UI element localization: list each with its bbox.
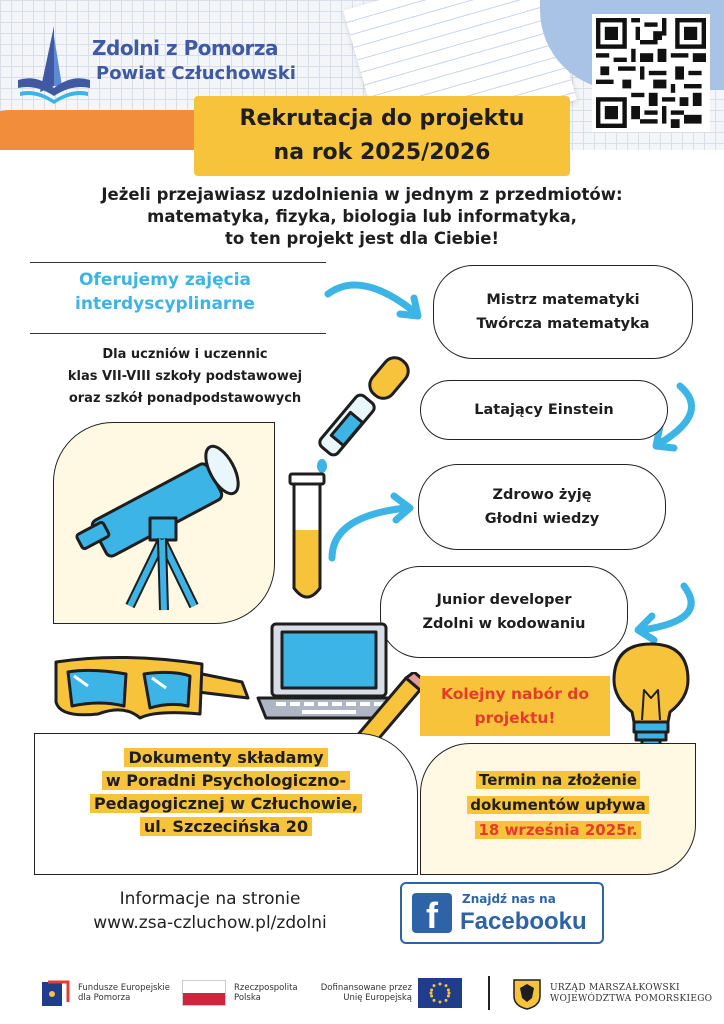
course-name: Latający Einstein <box>474 402 614 418</box>
fundusze-europejskie-icon <box>40 980 74 1008</box>
deadline-date: 18 września 2025r. <box>475 821 640 839</box>
course-name: Mistrz matematyki <box>486 292 640 308</box>
safety-goggles-icon <box>52 652 252 726</box>
intro-text <box>40 184 684 250</box>
divider <box>30 262 326 263</box>
audience-line-2: klas VII-VIII szkoły podstawowej <box>67 369 303 384</box>
documents-line-3: Pedagogicznej w Człuchowie, <box>90 794 362 813</box>
logo-subtitle: Powiat Człuchowski <box>96 63 296 84</box>
facebook-button[interactable] <box>400 882 604 944</box>
offer-line-1: Oferujemy zajęcia <box>78 270 252 290</box>
course-pill <box>380 566 628 658</box>
intro-line-3: to ten projekt jest dla Ciebie! <box>224 229 500 248</box>
course-subname: Głodni wiedzy <box>484 511 600 527</box>
next-round-banner <box>420 676 610 736</box>
documents-line-1: Dokumenty składamy <box>124 748 327 767</box>
fe-logo-text: Fundusze Europejskie dla Pomorza <box>78 983 170 1003</box>
website-label: Informacje na stronie <box>119 889 301 909</box>
next-round-line-2: projektu! <box>474 709 556 727</box>
polish-flag-icon <box>182 980 226 1006</box>
deadline-line-2: dokumentów upływa <box>467 796 648 814</box>
course-subname: Zdolni w kodowaniu <box>422 616 586 632</box>
audience-line-1: Dla uczniów i uczennic <box>102 347 268 362</box>
book-logo-icon <box>14 22 96 108</box>
arrow-curve-icon <box>322 488 422 568</box>
urzad-logo-text: URZĄD MARSZAŁKOWSKI WOJEWÓDZTWA POMORSKIEGO <box>550 983 713 1004</box>
title-line-2: na rok 2025/2026 <box>273 140 491 165</box>
arrow-right-icon <box>320 270 430 330</box>
divider <box>488 976 490 1010</box>
test-tube-icon <box>284 470 330 610</box>
divider <box>30 333 326 334</box>
intro-line-1: Jeżeli przejawiasz uzdolnienia w jednym z przedmiotów: <box>101 185 623 204</box>
eu-logo-text: Dofinansowane przez Unię Europejską <box>320 983 412 1003</box>
documents-line-2: w Poradni Psychologiczno- <box>102 771 350 790</box>
course-name: Zdrowo żyję <box>492 487 592 503</box>
course-pill <box>418 464 666 550</box>
offer-line-2: interdyscyplinarne <box>75 294 255 314</box>
audience-text <box>20 344 350 410</box>
deadline-line-1: Termin na złożenie <box>476 771 640 789</box>
documents-info <box>54 738 398 868</box>
logo-title: Zdolni z Pomorza <box>92 36 279 60</box>
facebook-icon: f <box>412 893 452 933</box>
course-subname: Twórcza matematyka <box>476 316 650 332</box>
offer-heading <box>40 268 290 316</box>
page-title <box>194 96 570 176</box>
intro-line-2: matematyka, fizyka, biologia lub informatyka, <box>147 207 577 226</box>
deadline-info <box>440 768 676 843</box>
course-pill <box>433 265 693 359</box>
pomorskie-emblem-icon <box>512 978 542 1010</box>
course-pill <box>420 380 668 440</box>
pipette-icon <box>306 350 416 480</box>
course-name: Junior developer <box>436 592 572 608</box>
website-info <box>40 887 380 935</box>
eu-flag-icon <box>418 978 462 1008</box>
lightbulb-icon <box>608 640 694 750</box>
rp-logo-text: Rzeczpospolita Polska <box>234 983 298 1003</box>
title-line-1: Rekrutacja do projektu <box>239 106 525 131</box>
facebook-small-label: Znajdź nas na <box>462 892 556 906</box>
website-link[interactable]: www.zsa-czluchow.pl/zdolni <box>93 913 327 933</box>
telescope-icon <box>72 436 262 616</box>
qr-code[interactable] <box>592 14 710 132</box>
facebook-label: Facebooku <box>460 908 587 935</box>
documents-line-4: ul. Szczecińska 20 <box>140 817 312 836</box>
next-round-line-1: Kolejny nabór do <box>440 685 590 703</box>
qr-code-icon <box>596 18 706 128</box>
audience-line-3: oraz szkół ponadpodstawowych <box>68 391 302 406</box>
